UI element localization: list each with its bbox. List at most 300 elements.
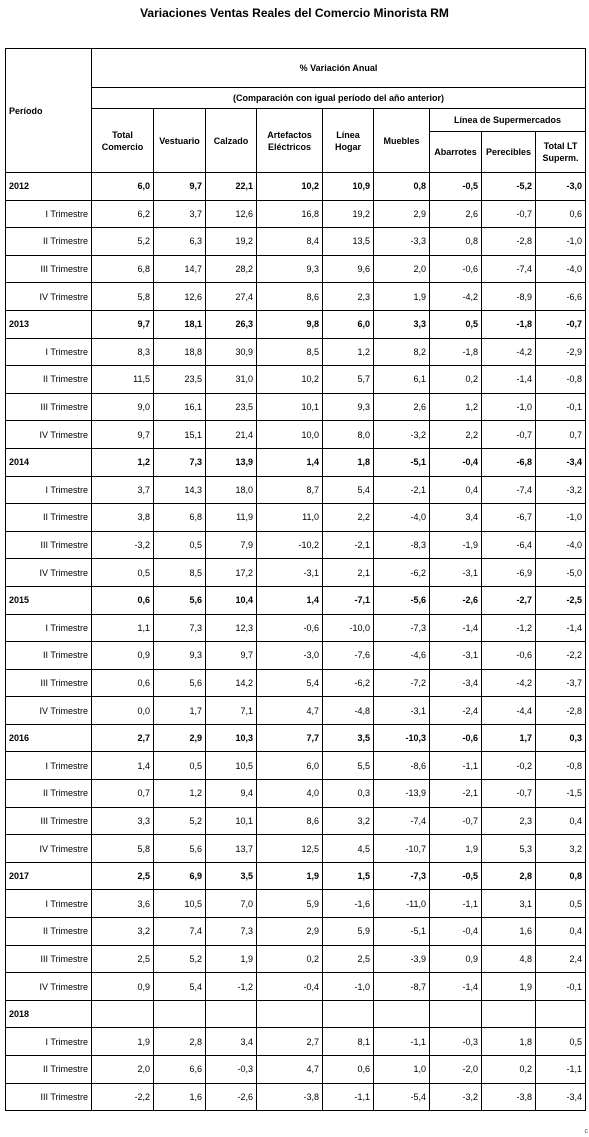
table-cell: -6,9	[482, 559, 536, 587]
table-cell: 0,7	[536, 421, 586, 449]
table-cell: -0,5	[430, 862, 482, 890]
table-cell: 6,0	[92, 173, 154, 201]
table-cell: 16,1	[154, 393, 206, 421]
table-cell: 22,1	[206, 173, 257, 201]
period-label: II Trimestre	[6, 504, 92, 532]
retail-sales-table	[5, 48, 586, 1111]
table-cell: -2,8	[536, 697, 586, 725]
table-cell: 3,4	[430, 504, 482, 532]
period-label: I Trimestre	[6, 752, 92, 780]
table-cell: -5,4	[374, 1083, 430, 1111]
table-cell: -10,0	[323, 614, 374, 642]
header-perecibles: Perecibles	[482, 132, 536, 173]
table-cell: 18,1	[154, 310, 206, 338]
period-label: I Trimestre	[6, 1028, 92, 1056]
table-cell: 0,5	[154, 752, 206, 780]
table-cell: 7,3	[154, 614, 206, 642]
table-cell: -1,1	[323, 1083, 374, 1111]
table-cell: 0,5	[536, 890, 586, 918]
table-cell: -1,4	[482, 366, 536, 394]
period-label: I Trimestre	[6, 614, 92, 642]
table-cell: 28,2	[206, 255, 257, 283]
table-cell: 3,7	[154, 200, 206, 228]
table-row	[6, 973, 586, 1001]
table-cell: 0,3	[536, 724, 586, 752]
table-cell: 1,9	[206, 945, 257, 973]
period-label: IV Trimestre	[6, 283, 92, 311]
table-cell: 1,7	[154, 697, 206, 725]
table-cell: 3,1	[482, 890, 536, 918]
table-cell: 0,2	[430, 366, 482, 394]
table-cell: -0,3	[430, 1028, 482, 1056]
table-cell: -0,8	[536, 752, 586, 780]
table-cell: -0,7	[430, 807, 482, 835]
table-cell: -5,2	[482, 173, 536, 201]
table-cell: -1,4	[430, 973, 482, 1001]
table-cell: 18,0	[206, 476, 257, 504]
table-cell: 2,2	[323, 504, 374, 532]
table-cell: 0,5	[92, 559, 154, 587]
table-cell: 3,7	[92, 476, 154, 504]
corner-mark: c	[584, 1128, 588, 1135]
table-cell: 10,3	[206, 724, 257, 752]
table-cell: 13,7	[206, 835, 257, 863]
table-cell: -2,9	[536, 338, 586, 366]
table-cell: 9,3	[257, 255, 323, 283]
table-cell: 1,4	[257, 448, 323, 476]
table-row	[6, 200, 586, 228]
table-cell: -4,0	[374, 504, 430, 532]
table-row	[6, 559, 586, 587]
period-label: 2017	[6, 862, 92, 890]
table-cell: 14,3	[154, 476, 206, 504]
table-cell	[154, 1000, 206, 1028]
table-cell: 11,0	[257, 504, 323, 532]
table-cell: -7,6	[323, 642, 374, 670]
table-cell: 2,5	[92, 862, 154, 890]
header-linea-supermercados: Línea de Supermercados	[430, 109, 586, 132]
year-row	[6, 586, 586, 614]
table-cell: 12,6	[154, 283, 206, 311]
table-cell: -1,0	[323, 973, 374, 1001]
table-cell: 3,4	[206, 1028, 257, 1056]
table-cell: -8,7	[374, 973, 430, 1001]
table-cell: 2,5	[92, 945, 154, 973]
table-cell: 0,4	[430, 476, 482, 504]
table-cell: 2,5	[323, 945, 374, 973]
table-cell: -3,8	[257, 1083, 323, 1111]
header-abarrotes: Abarrotes	[430, 132, 482, 173]
table-cell: 4,8	[482, 945, 536, 973]
table-cell: 5,7	[323, 366, 374, 394]
table-cell	[536, 1000, 586, 1028]
table-cell	[374, 1000, 430, 1028]
year-row	[6, 448, 586, 476]
table-cell: 5,6	[154, 669, 206, 697]
table-cell: 23,5	[154, 366, 206, 394]
table-row	[6, 255, 586, 283]
table-cell: 8,4	[257, 228, 323, 256]
table-cell: 1,8	[323, 448, 374, 476]
table-cell: 1,2	[323, 338, 374, 366]
period-label: III Trimestre	[6, 393, 92, 421]
period-label: II Trimestre	[6, 780, 92, 808]
year-row	[6, 173, 586, 201]
table-row	[6, 890, 586, 918]
table-cell: 3,5	[206, 862, 257, 890]
table-cell: 7,3	[154, 448, 206, 476]
table-cell: 18,8	[154, 338, 206, 366]
table-cell: 8,0	[323, 421, 374, 449]
year-row	[6, 724, 586, 752]
period-label: IV Trimestre	[6, 973, 92, 1001]
table-cell: 4,5	[323, 835, 374, 863]
table-row	[6, 945, 586, 973]
table-cell: -0,4	[430, 448, 482, 476]
table-cell: 5,5	[323, 752, 374, 780]
table-cell: -5,0	[536, 559, 586, 587]
table-cell: -6,4	[482, 531, 536, 559]
table-cell: 4,0	[257, 780, 323, 808]
table-cell: -3,4	[536, 1083, 586, 1111]
table-cell: -3,1	[374, 697, 430, 725]
table-cell: 0,6	[323, 1056, 374, 1084]
table-cell: 21,4	[206, 421, 257, 449]
table-row	[6, 421, 586, 449]
table-cell: 5,9	[323, 918, 374, 946]
table-cell: 17,2	[206, 559, 257, 587]
header-variacion-anual: % Variación Anual	[92, 49, 586, 88]
table-cell: -1,1	[430, 752, 482, 780]
table-cell: -4,0	[536, 531, 586, 559]
table-cell: 11,9	[206, 504, 257, 532]
table-cell: -1,0	[482, 393, 536, 421]
table-cell: -0,6	[430, 255, 482, 283]
table-cell: -6,7	[482, 504, 536, 532]
period-label: II Trimestre	[6, 228, 92, 256]
period-label: II Trimestre	[6, 1056, 92, 1084]
table-cell: 9,0	[92, 393, 154, 421]
table-cell: 5,8	[92, 835, 154, 863]
table-cell: 7,1	[206, 697, 257, 725]
table-cell: 6,0	[257, 752, 323, 780]
table-cell: 9,4	[206, 780, 257, 808]
table-cell: -6,8	[482, 448, 536, 476]
table-cell: 7,7	[257, 724, 323, 752]
table-cell	[482, 1000, 536, 1028]
table-cell: 8,5	[154, 559, 206, 587]
table-cell: 10,4	[206, 586, 257, 614]
table-cell: 2,2	[430, 421, 482, 449]
table-cell: 0,8	[430, 228, 482, 256]
table-cell: 6,3	[154, 228, 206, 256]
table-cell: 7,3	[206, 918, 257, 946]
table-cell: -0,3	[206, 1056, 257, 1084]
table-cell: 6,1	[374, 366, 430, 394]
table-cell: -4,2	[482, 338, 536, 366]
table-row	[6, 504, 586, 532]
table-cell: 7,9	[206, 531, 257, 559]
table-cell: -7,3	[374, 862, 430, 890]
table-cell: -0,7	[482, 421, 536, 449]
table-cell: 9,8	[257, 310, 323, 338]
table-cell: -2,1	[374, 476, 430, 504]
table-cell: 3,5	[323, 724, 374, 752]
table-cell: -13,9	[374, 780, 430, 808]
table-row	[6, 669, 586, 697]
table-cell: 23,5	[206, 393, 257, 421]
table-cell: 1,9	[257, 862, 323, 890]
table-cell: -3,2	[374, 421, 430, 449]
table-cell: 2,0	[92, 1056, 154, 1084]
period-label: IV Trimestre	[6, 559, 92, 587]
table-cell: 0,3	[323, 780, 374, 808]
table-cell: 1,9	[92, 1028, 154, 1056]
table-cell: 1,4	[257, 586, 323, 614]
table-row	[6, 835, 586, 863]
header-comparacion: (Comparación con igual período del año anterior)	[92, 88, 586, 109]
table-cell: -3,9	[374, 945, 430, 973]
table-cell: -3,8	[482, 1083, 536, 1111]
period-label: IV Trimestre	[6, 835, 92, 863]
table-cell: -1,1	[536, 1056, 586, 1084]
table-row	[6, 614, 586, 642]
table-cell: 8,6	[257, 283, 323, 311]
table-cell: -2,5	[536, 586, 586, 614]
table-cell: 2,6	[374, 393, 430, 421]
table-cell: 3,3	[92, 807, 154, 835]
table-cell: -0,7	[536, 310, 586, 338]
table-cell: -1,2	[482, 614, 536, 642]
table-cell	[206, 1000, 257, 1028]
table-cell: -7,2	[374, 669, 430, 697]
table-cell: 10,1	[206, 807, 257, 835]
table-cell: 9,3	[154, 642, 206, 670]
period-label: 2018	[6, 1000, 92, 1028]
table-cell: 9,3	[323, 393, 374, 421]
table-cell: 15,1	[154, 421, 206, 449]
table-cell: 0,6	[92, 669, 154, 697]
table-cell: 2,6	[430, 200, 482, 228]
table-cell: 2,9	[374, 200, 430, 228]
table-cell: 10,9	[323, 173, 374, 201]
table-cell: 2,8	[154, 1028, 206, 1056]
table-cell: -10,3	[374, 724, 430, 752]
table-cell: 5,4	[323, 476, 374, 504]
table-cell: -2,4	[430, 697, 482, 725]
table-cell: 0,7	[92, 780, 154, 808]
table-cell: 3,6	[92, 890, 154, 918]
table-cell: -1,9	[430, 531, 482, 559]
period-label: I Trimestre	[6, 338, 92, 366]
header-calzado: Calzado	[206, 109, 257, 173]
table-cell: 14,2	[206, 669, 257, 697]
table-cell: -0,5	[430, 173, 482, 201]
table-cell: -7,4	[374, 807, 430, 835]
table-cell: 4,7	[257, 1056, 323, 1084]
table-cell: -1,1	[374, 1028, 430, 1056]
table-cell: 12,6	[206, 200, 257, 228]
table-cell: -3,0	[257, 642, 323, 670]
table-cell: -3,1	[430, 642, 482, 670]
table-cell: -0,4	[430, 918, 482, 946]
table-cell: -3,3	[374, 228, 430, 256]
header-vestuario: Vestuario	[154, 109, 206, 173]
table-cell: -3,4	[430, 669, 482, 697]
header-muebles: Muebles	[374, 109, 430, 173]
table-cell: -3,4	[536, 448, 586, 476]
table-cell: -0,6	[430, 724, 482, 752]
table-cell: 9,6	[323, 255, 374, 283]
table-cell: 0,2	[257, 945, 323, 973]
table-cell: 10,2	[257, 366, 323, 394]
table-cell: -2,1	[430, 780, 482, 808]
table-cell: 1,0	[374, 1056, 430, 1084]
table-cell: 5,2	[154, 807, 206, 835]
table-cell	[430, 1000, 482, 1028]
table-cell: -8,3	[374, 531, 430, 559]
header-total-comercio: Total Comercio	[92, 109, 154, 173]
table-cell: 2,0	[374, 255, 430, 283]
table-cell: -10,2	[257, 531, 323, 559]
table-cell: -0,1	[536, 393, 586, 421]
table-cell: -3,2	[430, 1083, 482, 1111]
table-cell: 0,6	[92, 586, 154, 614]
table-cell: 12,5	[257, 835, 323, 863]
table-cell: -1,1	[430, 890, 482, 918]
table-cell: -2,8	[482, 228, 536, 256]
table-row	[6, 393, 586, 421]
table-cell: 8,7	[257, 476, 323, 504]
period-label: III Trimestre	[6, 807, 92, 835]
table-cell: -0,6	[482, 642, 536, 670]
table-cell: 5,9	[257, 890, 323, 918]
table-cell: 0,0	[92, 697, 154, 725]
table-row	[6, 752, 586, 780]
period-label: IV Trimestre	[6, 421, 92, 449]
table-cell: 1,5	[323, 862, 374, 890]
table-row	[6, 918, 586, 946]
table-cell	[323, 1000, 374, 1028]
table-cell: 31,0	[206, 366, 257, 394]
table-cell: 6,2	[92, 200, 154, 228]
table-cell: -3,0	[536, 173, 586, 201]
table-cell: -2,2	[92, 1083, 154, 1111]
table-cell: 6,6	[154, 1056, 206, 1084]
table-cell: -1,8	[430, 338, 482, 366]
table-cell: 13,9	[206, 448, 257, 476]
table-cell: 0,5	[536, 1028, 586, 1056]
period-label: III Trimestre	[6, 255, 92, 283]
year-row	[6, 862, 586, 890]
table-cell: 2,4	[536, 945, 586, 973]
table-cell: 8,2	[374, 338, 430, 366]
table-cell: 1,2	[430, 393, 482, 421]
table-cell: -3,2	[536, 476, 586, 504]
table-cell: 1,4	[92, 752, 154, 780]
table-cell: -0,1	[536, 973, 586, 1001]
table-row	[6, 1028, 586, 1056]
period-label: III Trimestre	[6, 945, 92, 973]
table-cell: 13,5	[323, 228, 374, 256]
table-cell: -5,1	[374, 448, 430, 476]
table-cell: -7,1	[323, 586, 374, 614]
table-cell: 8,5	[257, 338, 323, 366]
period-label: IV Trimestre	[6, 697, 92, 725]
table-cell: 0,4	[536, 807, 586, 835]
table-cell: 3,2	[92, 918, 154, 946]
period-label: II Trimestre	[6, 918, 92, 946]
table-cell: -3,7	[536, 669, 586, 697]
table-cell: 1,2	[154, 780, 206, 808]
table-cell: -5,6	[374, 586, 430, 614]
table-cell	[257, 1000, 323, 1028]
table-cell: -7,4	[482, 255, 536, 283]
table-row	[6, 642, 586, 670]
table-cell: -2,6	[206, 1083, 257, 1111]
period-label: III Trimestre	[6, 531, 92, 559]
table-cell: 6,8	[154, 504, 206, 532]
table-cell: 2,7	[257, 1028, 323, 1056]
table-cell: 5,4	[154, 973, 206, 1001]
period-label: I Trimestre	[6, 890, 92, 918]
table-cell: -3,2	[92, 531, 154, 559]
table-cell: 3,8	[92, 504, 154, 532]
table-cell: 30,9	[206, 338, 257, 366]
table-cell: 3,2	[536, 835, 586, 863]
year-row	[6, 1000, 586, 1028]
table-cell: 2,8	[482, 862, 536, 890]
table-cell: 8,3	[92, 338, 154, 366]
header-periodo: Período	[6, 49, 92, 173]
table-row	[6, 1083, 586, 1111]
table-cell: -4,6	[374, 642, 430, 670]
table-cell: 7,4	[154, 918, 206, 946]
table-cell: -2,2	[536, 642, 586, 670]
table-cell: 0,4	[536, 918, 586, 946]
header-total-lt-superm: Total LT Superm.	[536, 132, 586, 173]
table-cell: 2,3	[482, 807, 536, 835]
table-cell: 10,5	[154, 890, 206, 918]
table-cell: 1,1	[92, 614, 154, 642]
table-cell: 10,5	[206, 752, 257, 780]
table-cell: 9,7	[206, 642, 257, 670]
table-row	[6, 228, 586, 256]
table-cell: 0,5	[154, 531, 206, 559]
table-cell: -0,4	[257, 973, 323, 1001]
period-label: I Trimestre	[6, 200, 92, 228]
table-cell: 10,1	[257, 393, 323, 421]
table-cell: 8,1	[323, 1028, 374, 1056]
table-cell: 5,2	[154, 945, 206, 973]
period-label: III Trimestre	[6, 1083, 92, 1111]
header-artefactos-electricos: Artefactos Eléctricos	[257, 109, 323, 173]
table-cell: 12,3	[206, 614, 257, 642]
table-cell: -4,0	[536, 255, 586, 283]
table-body	[6, 173, 586, 1111]
period-label: II Trimestre	[6, 366, 92, 394]
table-cell: 1,9	[482, 973, 536, 1001]
period-label: 2014	[6, 448, 92, 476]
table-cell: 0,6	[536, 200, 586, 228]
table-cell: -2,6	[430, 586, 482, 614]
table-cell: 1,2	[92, 448, 154, 476]
table-cell: -6,2	[374, 559, 430, 587]
table-cell: -3,1	[430, 559, 482, 587]
table-cell: 2,9	[154, 724, 206, 752]
table-cell: -0,2	[482, 752, 536, 780]
table-cell: -8,9	[482, 283, 536, 311]
